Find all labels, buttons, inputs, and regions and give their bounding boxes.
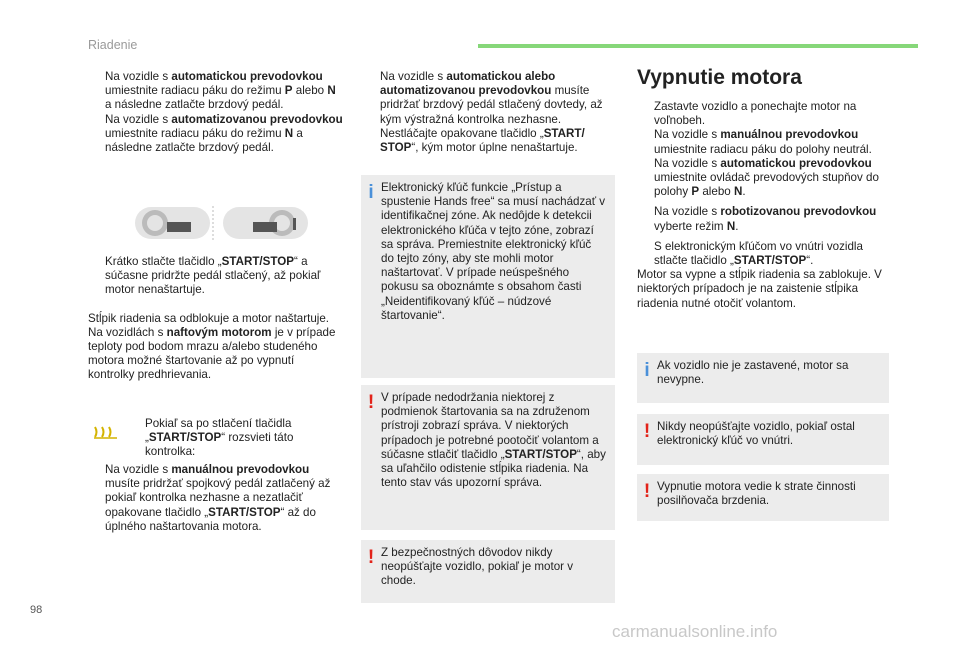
left-column-mid (88, 255, 343, 383)
section-header: Riadenie (88, 38, 138, 52)
list-item: Na vozidle s automatizovanou prevodovkou umiestnite radiacu páku do režimu N a následne zatlačte brzdový pedál. (105, 112, 343, 155)
warning-icon: ! (367, 547, 375, 568)
middle-column-top (363, 70, 613, 155)
list-item: Na vozidle s automatickou prevodovkou umiestnite radiacu páku do režimu P alebo N a následne zatlačte brzdový pedál. (105, 70, 336, 112)
list-item: Na vozidle s manuálnou prevodovkou musíte pridržať spojkový pedál zatlačený až pokiaľ kontrolka nezhasne a nezatlačiť opakovane tlačidlo „START/STOP“ až do úplného naštartovania motora. (105, 463, 331, 533)
paragraph: Stĺpik riadenia sa odblokuje a motor naštartuje. Na vozidlách s naftovým motorom je v prípade teploty pod bodom mrazu a/alebo studeného motora možné štartovanie až po vypnutí kontrolky predhrievania. (88, 311, 336, 382)
list-item: Na vozidle s automatickou alebo automatizovanou prevodovkou musíte pridržať brzdový pedál stlačený dovtedy, až kým výstražná kontrolka nezhasne. Nestláčajte opakovane tlačidlo „START/ STOP“, kým motor úplne nenaštartuje. (380, 70, 603, 155)
preheat-warning-icon (93, 425, 119, 439)
list-item: Zastavte vozidlo a ponechajte motor na voľnobeh. (654, 100, 857, 128)
page-number: 98 (30, 604, 43, 616)
info-note: i Ak vozidlo nie je zastavené, motor sa nevypne. (637, 353, 889, 403)
header-bar (478, 44, 918, 48)
warning-icon: ! (367, 392, 375, 413)
section-title: Vypnutie motora (637, 66, 802, 89)
warning-note: ! V prípade nedodržania niektorej z podmienok štartovania sa na združenom prístroji zobrazí správa. V niektorých prípadoch je potrebné pootočiť volantom a súčasne stlačiť tlačidlo „START/STOP“, aby sa uľahčilo odistenie stĺpika riadenia. Na tento stav vás upozorní správa. (361, 385, 615, 530)
warning-note: ! Z bezpečnostných dôvodov nikdy neopúšťajte vozidlo, pokiaľ je motor v chode. (361, 540, 615, 603)
info-icon: i (368, 182, 374, 203)
right-column (637, 100, 887, 311)
gear-lever-icon (135, 204, 320, 242)
list-item: S elektronickým kľúčom vo vnútri vozidla stlačte tlačidlo „START/STOP“. (654, 239, 863, 268)
list-item: Na vozidle s robotizovanou prevodovkou vyberte režim N. (654, 205, 877, 233)
watermark: carmanualsonline.info (612, 622, 778, 641)
list-item: Krátko stlačte tlačidlo „START/STOP“ a súčasne pridržte pedál stlačený, až pokiaľ motor nenaštartuje. (105, 255, 321, 297)
warning-note: ! Vypnutie motora vedie k strate činnosti posilňovača brzdenia. (637, 474, 889, 521)
warning-note: ! Nikdy neopúšťajte vozidlo, pokiaľ ostal elektronický kľúč vo vnútri. (637, 414, 889, 465)
list-item: Na vozidle s automatickou prevodovkou umiestnite ovládač prevodových stupňov do polohy P alebo N. (654, 156, 879, 199)
warning-icon: ! (643, 421, 651, 442)
info-note: i Elektronický kľúč funkcie „Prístup a spustenie Hands free“ sa musí nachádzať v identifikačnej zóne. Ak nedôjde k detekcii elektronického kľúča v tejto zóne, zobrazí sa správa. Premiestnite elektronický kľúč do tejto zóny, aby ste mohli motor naštartovať. V prípade neúspešného pokusu sa oboznámte s obsahom časti „Neidentifikovaný kľúč – núdzové štartovanie“. (361, 175, 615, 378)
left-column-bottom (88, 463, 343, 534)
info-icon: i (644, 360, 650, 381)
paragraph: Motor sa vypne a stĺpik riadenia sa zablokuje. V niektorých prípadoch je na zaistenie stĺpika riadenia nutné otočiť volantom. (637, 268, 882, 310)
warning-icon: ! (643, 481, 651, 502)
preheat-note: Pokiaľ sa po stlačení tlačidla „START/STOP“ rozsvieti táto kontrolka: (145, 417, 294, 459)
left-column-top (88, 70, 343, 155)
list-item: Na vozidle s manuálnou prevodovkou umiestnite radiacu páku do polohy neutrál. (654, 128, 872, 156)
